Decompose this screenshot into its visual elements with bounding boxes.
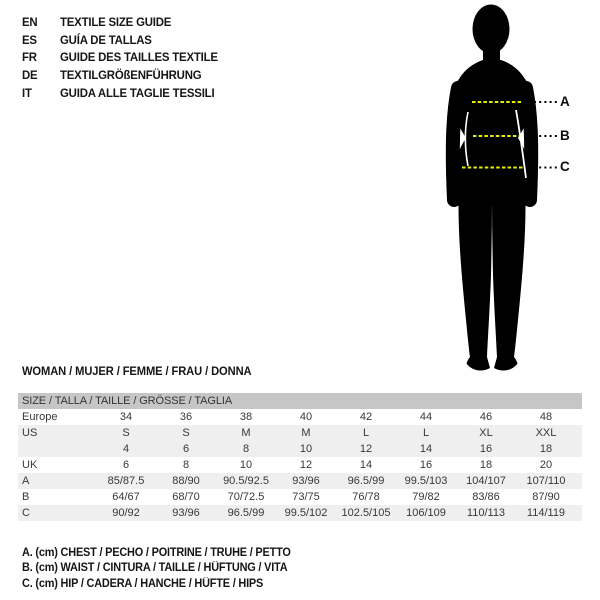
language-row-it	[22, 84, 226, 102]
size-cell: 79/82	[412, 491, 440, 503]
size-cell: 36	[179, 411, 193, 423]
language-label: GUÍA DE TALLAS	[60, 32, 152, 47]
size-cell: 114/119	[526, 507, 566, 519]
size-cell: 4	[122, 443, 130, 455]
language-code: DE	[22, 67, 38, 82]
size-cell: 85/87.5	[107, 475, 145, 487]
size-cell: 93/96	[172, 507, 200, 519]
size-cell: 99.5/103	[404, 475, 448, 487]
size-cell: 76/78	[352, 491, 380, 503]
language-row-en	[22, 13, 226, 31]
size-cell: S	[182, 427, 190, 439]
size-cell: 44	[419, 411, 433, 423]
row-label: UK	[22, 459, 38, 471]
row-label: Europe	[22, 411, 58, 423]
table-row-chest	[18, 473, 582, 489]
language-code: FR	[22, 50, 37, 65]
language-code: ES	[22, 32, 37, 47]
size-cell: 107/110	[526, 475, 566, 487]
size-cell: XL	[479, 427, 493, 439]
language-row-de	[22, 66, 226, 84]
size-cell: 96.5/99	[347, 475, 385, 487]
measure-label-a: A	[560, 94, 570, 109]
size-cell: 16	[419, 459, 433, 471]
language-label: TEXTILE SIZE GUIDE	[60, 14, 172, 29]
size-cell: XXL	[535, 427, 557, 439]
size-cell: 10	[239, 459, 253, 471]
table-row-europe	[18, 409, 582, 425]
table-row-us-numeric	[18, 441, 582, 457]
size-cell: 6	[182, 443, 190, 455]
size-cell: 64/67	[112, 491, 140, 503]
size-cell: 18	[479, 459, 493, 471]
legend-waist: B. (cm) WAIST / CINTURA / TAILLE / HÜFTUNG / VITA	[22, 562, 288, 575]
size-cell: 90.5/92.5	[223, 475, 269, 487]
size-cell: L	[362, 427, 370, 439]
size-cell: 102.5/105	[341, 507, 391, 519]
woman-silhouette-figure	[430, 0, 590, 375]
row-label: US	[22, 427, 38, 439]
size-cell: 46	[479, 411, 493, 423]
language-row-es	[22, 31, 226, 49]
table-row-us-letter	[18, 425, 582, 441]
size-cell: 90/92	[112, 507, 140, 519]
language-label: TEXTILGRÖßENFÜHRUNG	[60, 67, 202, 82]
size-cell: 12	[299, 459, 313, 471]
size-cell: 104/107	[466, 475, 506, 487]
size-cell: 99.5/102	[284, 507, 328, 519]
measure-label-b: B	[560, 128, 570, 143]
measure-label-c: C	[560, 159, 570, 174]
size-cell: 40	[299, 411, 313, 423]
table-row-uk	[18, 457, 582, 473]
size-cell: 8	[242, 443, 250, 455]
silhouette-shape	[452, 5, 533, 371]
size-table	[18, 393, 582, 521]
size-cell: S	[122, 427, 130, 439]
table-row-waist	[18, 489, 582, 505]
language-label: GUIDA ALLE TAGLIE TESSILI	[60, 85, 215, 100]
measurement-legend	[22, 545, 305, 592]
size-cell: 73/75	[292, 491, 320, 503]
size-cell: 68/70	[172, 491, 200, 503]
size-table-header: SIZE / TALLA / TAILLE / GRÖSSE / TAGLIA	[18, 393, 582, 409]
size-cell: 96.5/99	[227, 507, 265, 519]
size-cell: 14	[359, 459, 373, 471]
size-cell: M	[241, 427, 251, 439]
size-cell: 42	[359, 411, 373, 423]
size-cell: 93/96	[292, 475, 320, 487]
language-code: EN	[22, 14, 38, 29]
language-code: IT	[22, 85, 32, 100]
size-cell: 88/90	[172, 475, 200, 487]
language-title-list	[22, 13, 226, 101]
legend-chest: A. (cm) CHEST / PECHO / POITRINE / TRUHE / PETTO	[22, 546, 291, 559]
size-cell: 8	[182, 459, 190, 471]
size-cell: 12	[359, 443, 373, 455]
table-row-hip	[18, 505, 582, 521]
size-cell: 70/72.5	[227, 491, 265, 503]
size-cell: 6	[122, 459, 130, 471]
gender-title: WOMAN / MUJER / FEMME / FRAU / DONNA	[22, 366, 252, 378]
size-cell: 18	[539, 443, 553, 455]
size-cell: 10	[299, 443, 313, 455]
legend-hip: C. (cm) HIP / CADERA / HANCHE / HÜFTE / HIPS	[22, 577, 264, 590]
size-cell: M	[301, 427, 311, 439]
row-label: C	[22, 507, 30, 519]
size-cell: 20	[539, 459, 553, 471]
row-label: B	[22, 491, 30, 503]
size-cell: 106/109	[406, 507, 446, 519]
row-label: A	[22, 475, 30, 487]
size-cell: 38	[239, 411, 253, 423]
size-cell: 34	[119, 411, 133, 423]
size-cell: 87/90	[532, 491, 560, 503]
size-cell: 16	[479, 443, 493, 455]
size-cell: 110/113	[466, 507, 506, 519]
size-cell: 48	[539, 411, 553, 423]
size-cell: L	[422, 427, 430, 439]
size-cell: 14	[419, 443, 433, 455]
language-label: GUIDE DES TAILLES TEXTILE	[60, 50, 218, 65]
language-row-fr	[22, 48, 226, 66]
size-cell: 83/86	[472, 491, 500, 503]
